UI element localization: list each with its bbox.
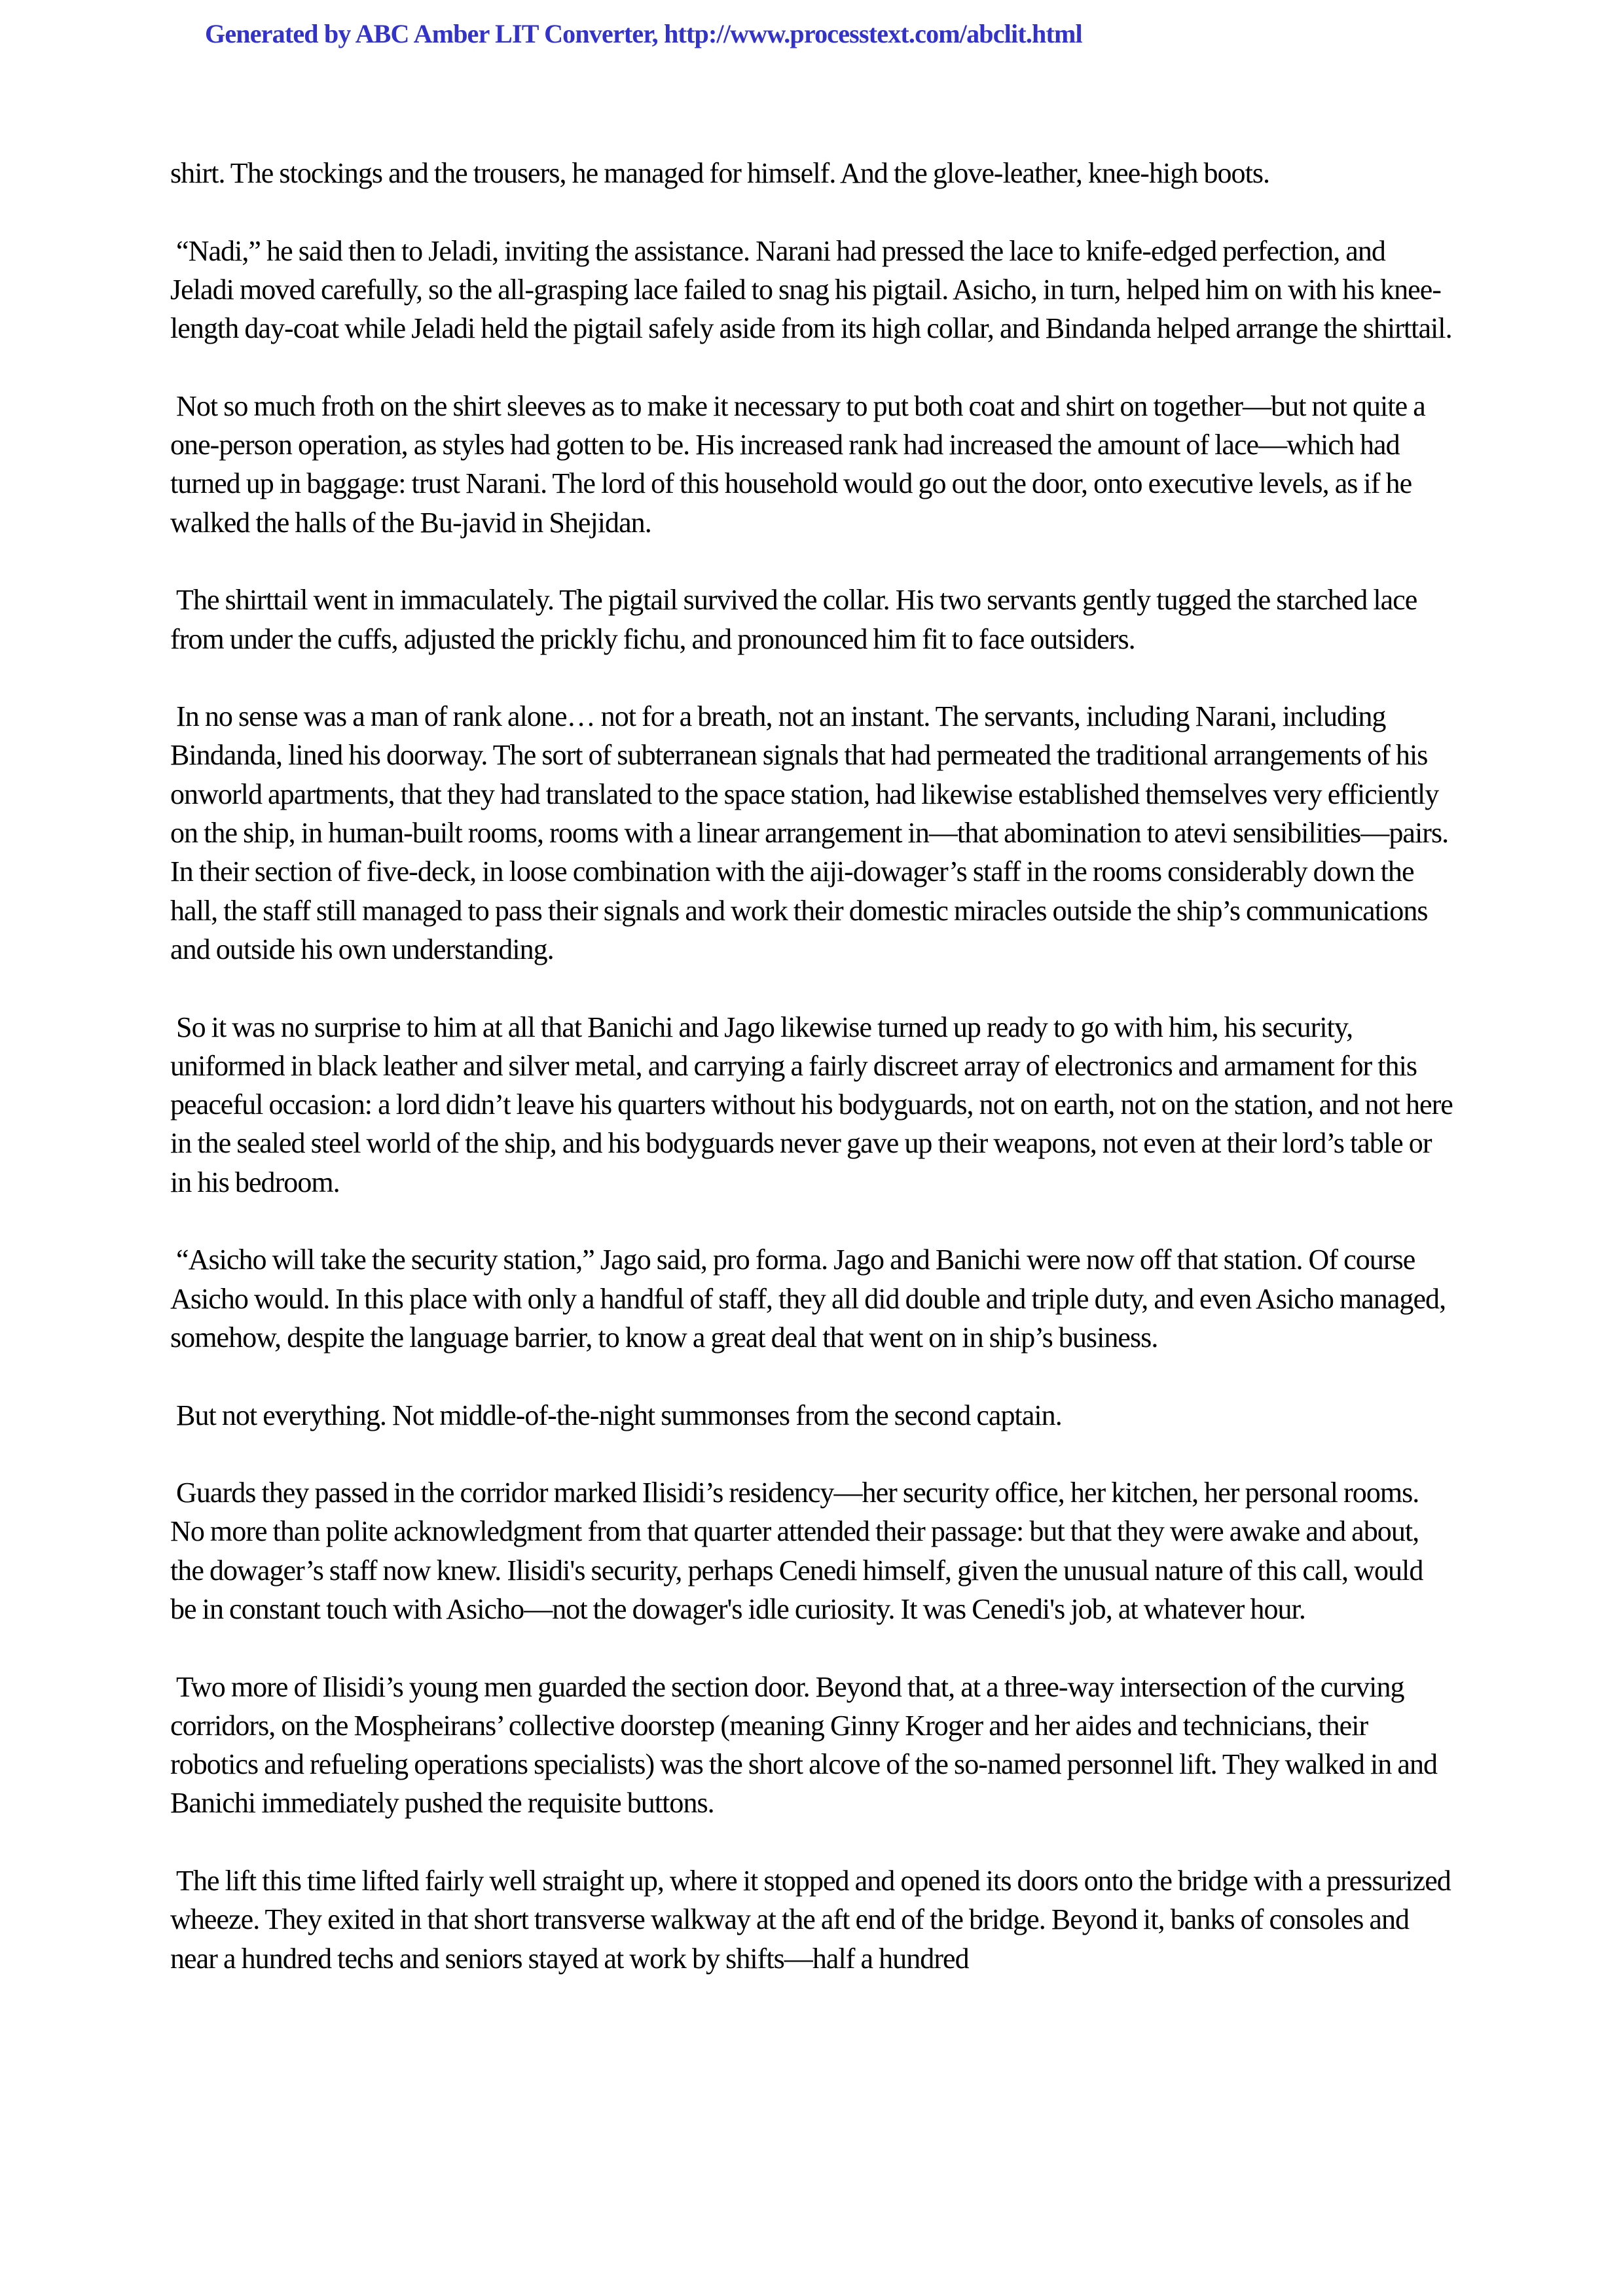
paragraph-6: So it was no surprise to him at all that Banichi and Jago likewise turned up ready to go with him, his security, uniformed in black leather and silver metal, and carrying a fairly discreet array of electronics and armament for this peaceful occasion: a lord didn’t leave his quarters without his bodyguards, not on earth, not on the station, and not here in the sealed steel world of the ship, and his bodyguards never gave up their weapons, not even at their lord’s table or in his bedroom. — [170, 1011, 1453, 1198]
paragraph-7: “Asicho will take the security station,” Jago said, pro forma. Jago and Banichi were now off that station. Of course Asicho would. In this place with only a handful of staff, they all did double and triple duty, and even Asicho managed, somehow, despite the language barrier, to know a great deal that went on in ship’s business. — [170, 1244, 1446, 1354]
paragraph-3: Not so much froth on the shirt sleeves as to make it necessary to put both coat and shirt on together—but not quite a one-person operation, as styles had gotten to be. His increased rank had increased the amount of lace—which had turned up in baggage: trust Narani. The lord of this household would go out the door, onto executive levels, as if he walked the halls of the Bu-javid in Shejidan. — [170, 389, 1425, 539]
paragraph-2: “Nadi,” he said then to Jeladi, inviting the assistance. Narani had pressed the lace to knife-edged perfection, and Jeladi moved carefully, so the all-grasping lace failed to snag his pigtail. Asicho, in turn, helped him on with his knee-length day-coat while Jeladi held the pigtail safely aside from its high collar, and Bindanda helped arrange the shirttail. — [170, 234, 1452, 345]
paragraph-10: Two more of Ilisidi’s young men guarded the section door. Beyond that, at a three-way intersection of the curving corridors, on the Mospheirans’ collective doorstep (meaning Ginny Kroger and her aides and technicians, their robotics and refueling operations specialists) was the short alcove of the so-named personnel lift. They walked in and Banichi immediately pushed the requisite buttons. — [170, 1670, 1438, 1820]
paragraph-9: Guards they passed in the corridor marked Ilisidi’s residency—her security office, her kitchen, her personal rooms. No more than polite acknowledgment from that quarter attended their passage: but that they were awake and about, the dowager’s staff now knew. Ilisidi's security, perhaps Cenedi himself, given the unusual nature of this call, would be in constant touch with Asicho—not the dowager's idle curiosity. It was Cenedi's job, at whatever hour. — [170, 1477, 1423, 1625]
converter-header: Generated by ABC Amber LIT Converter, http://www.processtext.com/abclit.html — [205, 19, 1082, 48]
document-body — [170, 154, 1453, 1978]
paragraph-8: But not everything. Not middle-of-the-night summonses from the second captain. — [170, 1399, 1062, 1431]
paragraph-4: The shirttail went in immaculately. The pigtail survived the collar. His two servants gently tugged the starched lace from under the cuffs, adjusted the prickly fichu, and pronounced him fit to face outsiders. — [170, 584, 1417, 655]
paragraph-5: In no sense was a man of rank alone… not for a breath, not an instant. The servants, including Narani, including Bindanda, lined his doorway. The sort of subterranean signals that had permeated the traditional arrangements of his onworld apartments, that they had translated to the space station, had likewise established themselves very efficiently on the ship, in human-built rooms, rooms with a linear arrangement in—that abomination to atevi sensibilities—pairs. In their section of five-deck, in loose combination with the aiji-dowager’s staff in the rooms considerably down the hall, the staff still managed to pass their signals and work their domestic miracles outside the ship’s communications and outside his own understanding. — [170, 700, 1449, 965]
paragraph-11: The lift this time lifted fairly well straight up, where it stopped and opened its doors onto the bridge with a pressurized wheeze. They exited in that short transverse walkway at the aft end of the bridge. Beyond it, banks of consoles and near a hundred techs and seniors stayed at work by shifts—half a hundred — [170, 1865, 1451, 1975]
paragraph-1: shirt. The stockings and the trousers, he managed for himself. And the glove-leather, knee-high boots. — [170, 157, 1270, 189]
